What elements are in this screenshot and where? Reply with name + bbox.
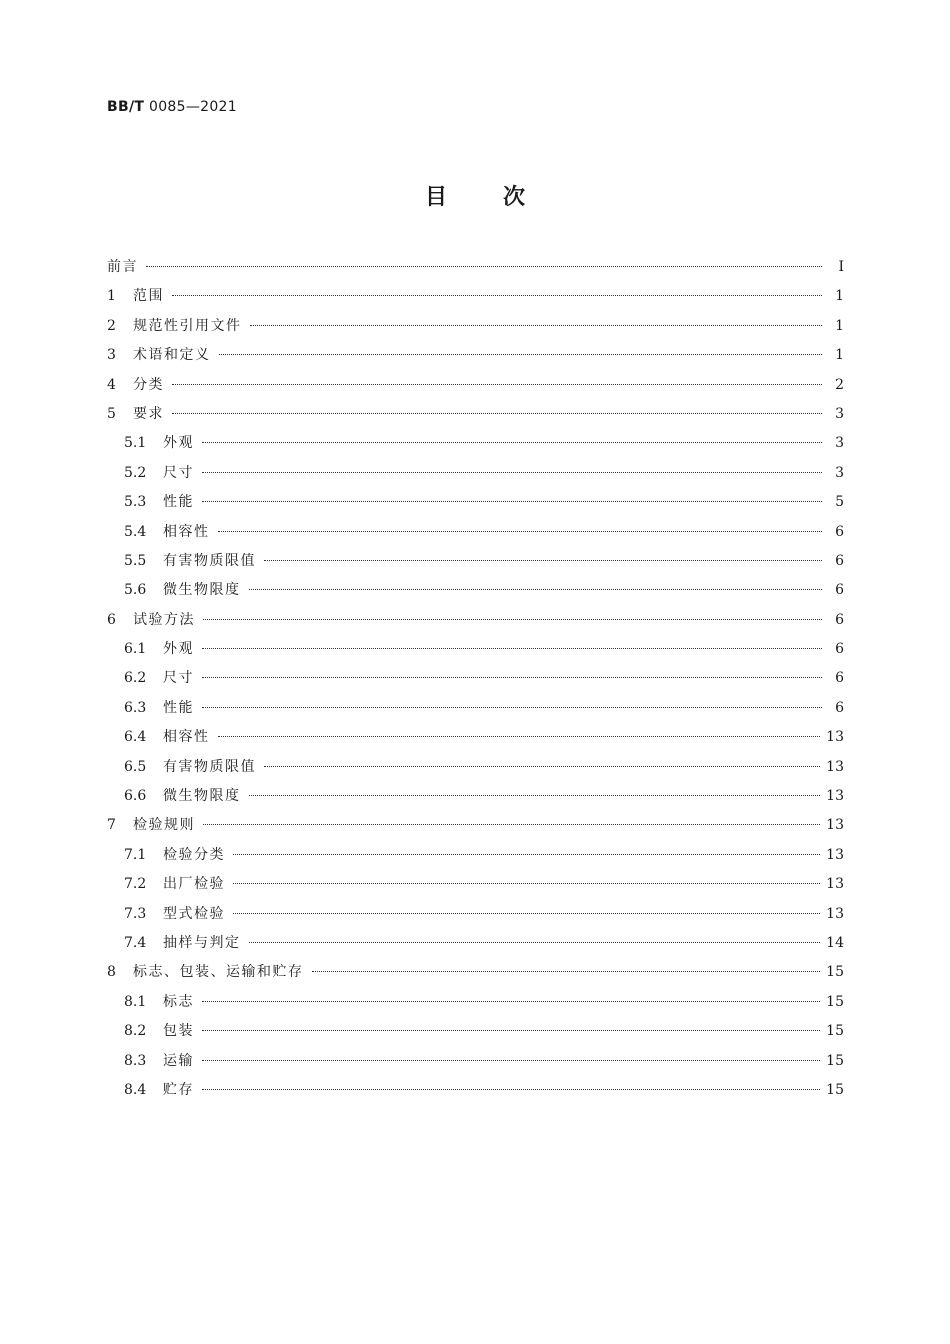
toc-entry[interactable] xyxy=(107,403,844,432)
toc-entry-label: 外观 xyxy=(163,641,194,658)
toc-entry-label: 微生物限度 xyxy=(163,788,241,805)
toc-entry-number: 8.3 xyxy=(124,1052,147,1069)
toc-entry[interactable] xyxy=(107,256,844,285)
dot-leader xyxy=(146,266,822,267)
dot-leader xyxy=(218,736,821,737)
dot-leader xyxy=(249,942,821,943)
toc-entry-page: 6 xyxy=(835,552,844,569)
toc-entry-number: 8.4 xyxy=(124,1081,147,1098)
dot-leader xyxy=(172,295,822,296)
dot-leader xyxy=(250,325,823,326)
dot-leader xyxy=(218,531,823,532)
toc-entry-number: 8.1 xyxy=(124,993,147,1010)
toc-entry[interactable] xyxy=(107,1020,844,1049)
toc-entry-number: 6 xyxy=(107,611,116,628)
dot-leader xyxy=(249,795,821,796)
toc-entry-number: 8.2 xyxy=(124,1023,147,1040)
dot-leader xyxy=(202,1089,820,1090)
dot-leader xyxy=(202,707,822,708)
toc-entry-number: 5.2 xyxy=(124,464,147,481)
toc-entry[interactable] xyxy=(107,697,844,726)
toc-entry[interactable] xyxy=(107,550,844,579)
toc-entry[interactable] xyxy=(107,521,844,550)
toc-entry[interactable] xyxy=(107,638,844,667)
dot-leader xyxy=(233,913,820,914)
toc-entry-page: 15 xyxy=(826,1052,844,1069)
toc-entry-number: 7.1 xyxy=(124,846,147,863)
toc-entry-number: 5.3 xyxy=(124,494,147,511)
toc-entry-label: 型式检验 xyxy=(163,905,225,922)
toc-entry[interactable] xyxy=(107,462,844,491)
dot-leader xyxy=(249,589,823,590)
toc-entry-number: 7.3 xyxy=(124,905,147,922)
dot-leader xyxy=(264,766,820,767)
toc-entry-number: 5 xyxy=(107,405,116,422)
toc-entry-label: 标志、包装、运输和贮存 xyxy=(133,964,304,981)
standard-code: 0085—2021 xyxy=(148,99,237,115)
toc-entry[interactable] xyxy=(107,785,844,814)
toc-entry[interactable] xyxy=(107,374,844,403)
toc-entry-number: 6.1 xyxy=(124,641,147,658)
dot-leader xyxy=(203,619,822,620)
toc-entry-page: 13 xyxy=(826,817,844,834)
toc-entry-page: 13 xyxy=(826,729,844,746)
toc-entry-label: 贮存 xyxy=(163,1081,194,1098)
toc-entry[interactable] xyxy=(107,726,844,755)
toc-entry-page: 1 xyxy=(835,347,844,364)
page-title xyxy=(0,180,950,211)
toc-entry[interactable] xyxy=(107,491,844,520)
toc-entry-label: 检验规则 xyxy=(133,817,195,834)
toc-entry-number: 7 xyxy=(107,817,116,834)
dot-leader xyxy=(172,413,822,414)
toc-entry[interactable] xyxy=(107,932,844,961)
toc-entry-label: 性能 xyxy=(163,494,194,511)
toc-entry[interactable] xyxy=(107,873,844,902)
toc-entry-label: 出厂检验 xyxy=(163,876,225,893)
toc-entry-page: 6 xyxy=(835,523,844,540)
toc-entry-number: 2 xyxy=(107,317,116,334)
toc-entry-label: 术语和定义 xyxy=(133,347,211,364)
toc-entry-page: 13 xyxy=(826,876,844,893)
toc-entry-page: 1 xyxy=(835,288,844,305)
toc-entry[interactable] xyxy=(107,1079,844,1108)
toc-entry[interactable] xyxy=(107,432,844,461)
toc-entry-label: 尺寸 xyxy=(163,464,194,481)
toc-entry-number: 3 xyxy=(107,347,116,364)
dot-leader xyxy=(202,1060,820,1061)
dot-leader xyxy=(202,501,822,502)
toc-entry-number: 4 xyxy=(107,376,116,393)
toc-entry-label: 分类 xyxy=(133,376,164,393)
toc-entry[interactable] xyxy=(107,315,844,344)
toc-entry-page: 6 xyxy=(835,699,844,716)
dot-leader xyxy=(219,354,823,355)
toc-entry-page: Ⅰ xyxy=(838,259,844,275)
toc-entry-page: 15 xyxy=(826,1023,844,1040)
toc-entry-page: 13 xyxy=(826,758,844,775)
toc-entry-label: 外观 xyxy=(163,435,194,452)
toc-entry-label: 要求 xyxy=(133,405,164,422)
dot-leader xyxy=(202,1030,820,1031)
dot-leader xyxy=(312,971,821,972)
toc-entry-page: 5 xyxy=(835,494,844,511)
toc-entry-number: 6.6 xyxy=(124,788,147,805)
toc-entry-number: 5.1 xyxy=(124,435,147,452)
toc-entry[interactable] xyxy=(107,609,844,638)
toc-entry-page: 13 xyxy=(826,788,844,805)
toc-entry-page: 3 xyxy=(835,405,844,422)
page-title-char-2: 次 xyxy=(503,185,526,210)
toc-entry-page: 13 xyxy=(826,905,844,922)
toc-entry-label: 规范性引用文件 xyxy=(133,317,242,334)
table-of-contents xyxy=(107,256,844,1108)
toc-entry-page: 6 xyxy=(835,670,844,687)
toc-entry[interactable] xyxy=(107,991,844,1020)
toc-entry-page: 2 xyxy=(835,376,844,393)
dot-leader xyxy=(233,854,820,855)
toc-entry-label: 抽样与判定 xyxy=(163,934,241,951)
toc-entry-label: 尺寸 xyxy=(163,670,194,687)
toc-entry[interactable] xyxy=(107,756,844,785)
toc-entry-page: 6 xyxy=(835,641,844,658)
toc-entry-label: 运输 xyxy=(163,1052,194,1069)
standard-number xyxy=(107,99,237,115)
toc-entry[interactable] xyxy=(107,844,844,873)
toc-entry-number: 5.5 xyxy=(124,552,147,569)
toc-entry[interactable] xyxy=(107,814,844,843)
toc-entry-number: 6.3 xyxy=(124,699,147,716)
toc-entry[interactable] xyxy=(107,579,844,608)
toc-entry-number: 6.5 xyxy=(124,758,147,775)
toc-entry-label: 相容性 xyxy=(163,729,210,746)
toc-entry-number: 8 xyxy=(107,964,116,981)
toc-entry[interactable] xyxy=(107,667,844,696)
page-title-char-1: 目 xyxy=(424,185,447,210)
toc-entry-page: 3 xyxy=(835,435,844,452)
toc-entry[interactable] xyxy=(107,1050,844,1079)
dot-leader xyxy=(172,384,822,385)
toc-entry-label: 相容性 xyxy=(163,523,210,540)
toc-entry-page: 15 xyxy=(826,993,844,1010)
toc-entry-number: 6.2 xyxy=(124,670,147,687)
toc-entry-page: 1 xyxy=(835,317,844,334)
toc-entry-label: 性能 xyxy=(163,699,194,716)
dot-leader xyxy=(202,472,822,473)
toc-entry-number: 6.4 xyxy=(124,729,147,746)
toc-entry-number: 7.2 xyxy=(124,876,147,893)
toc-entry-label: 检验分类 xyxy=(163,846,225,863)
toc-entry-label: 有害物质限值 xyxy=(163,552,256,569)
dot-leader xyxy=(202,648,822,649)
toc-entry-page: 3 xyxy=(835,464,844,481)
dot-leader xyxy=(264,560,822,561)
dot-leader xyxy=(202,442,822,443)
toc-entry-number: 5.4 xyxy=(124,523,147,540)
dot-leader xyxy=(233,883,820,884)
toc-entry-label: 范围 xyxy=(133,288,164,305)
toc-entry-page: 6 xyxy=(835,611,844,628)
standard-prefix: BB/T xyxy=(107,99,145,115)
dot-leader xyxy=(203,824,820,825)
toc-entry-label: 前言 xyxy=(107,259,138,275)
toc-entry-number: 1 xyxy=(107,288,116,305)
toc-entry-page: 15 xyxy=(826,964,844,981)
toc-entry-label: 有害物质限值 xyxy=(163,758,256,775)
toc-entry[interactable] xyxy=(107,903,844,932)
toc-entry-page: 6 xyxy=(835,582,844,599)
toc-entry[interactable] xyxy=(107,961,844,990)
toc-entry-label: 微生物限度 xyxy=(163,582,241,599)
toc-entry-number: 5.6 xyxy=(124,582,147,599)
toc-entry-page: 14 xyxy=(826,934,844,951)
toc-entry[interactable] xyxy=(107,285,844,314)
toc-entry-number: 7.4 xyxy=(124,934,147,951)
toc-entry-page: 15 xyxy=(826,1081,844,1098)
toc-entry[interactable] xyxy=(107,344,844,373)
toc-entry-label: 包装 xyxy=(163,1023,194,1040)
dot-leader xyxy=(202,1001,820,1002)
toc-entry-label: 标志 xyxy=(163,993,194,1010)
toc-entry-label: 试验方法 xyxy=(133,611,195,628)
dot-leader xyxy=(202,677,822,678)
toc-entry-page: 13 xyxy=(826,846,844,863)
